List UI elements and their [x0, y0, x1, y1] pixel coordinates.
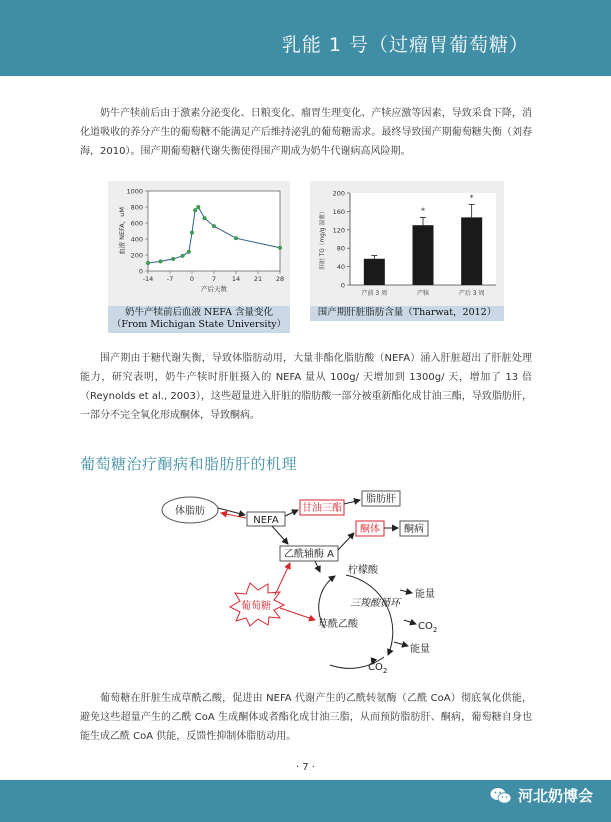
ketosis-label: 酮病 [404, 524, 424, 535]
x-tick-label: 0 [189, 275, 195, 283]
category-label: 产前 3 周 [361, 290, 388, 297]
co2-label-2: $CO_2$ [368, 662, 388, 675]
nefa-data-point [181, 254, 185, 258]
paragraph-2: 围产期由于糖代谢失衡，导致体脂肪动用，大量非酯化脂肪酸（NEFA）涌入肝脏超出了肝脏处理能力，研究表明，奶牛产犊时肝脏摄入的 NEFA 量从 100g/ 天增加到 1300g/ 天，增加了 13 倍（Reynolds et al., 2003），这些超量进入肝脏的脂肪酸一部分被重新酯化成甘油三酯，导致脂肪肝，一部分不完全氧化形成酮体，导致酮病。 [80, 353, 532, 421]
nefa-data-point [159, 260, 163, 264]
wechat-icon [490, 787, 512, 805]
glucose-label: 葡萄糖 [241, 601, 271, 612]
y-tick-label: 0 [138, 267, 143, 276]
liver-tg-figure [310, 181, 504, 321]
y-tick-label: 600 [130, 219, 143, 228]
y-tick-label: 200 [130, 251, 143, 260]
y-tick-label: 400 [130, 235, 143, 244]
category-label: 产犊 [416, 290, 430, 297]
tca-cycle-label: 三羧酸循环 [350, 598, 400, 609]
energy-label-2: 能量 [410, 644, 430, 655]
nefa-data-point [203, 216, 207, 220]
paragraph-1: 奶牛产犊前后由于激素分泌变化、日粮变化、瘤胃生理变化、产犊应激等因素，导致采食下降，消化道吸收的养分产生的葡萄糖不能满足产后维持泌乳的葡萄糖需求。最终导致围产期葡萄糖失衡（刘春海，2010）。围产期葡萄糖代谢失衡使得围产期成为奶牛代谢病高风险期。 [80, 108, 532, 157]
acetyl-coa-label: 乙酰辅酶 A [283, 549, 335, 560]
y-tick-label: 40 [336, 263, 345, 272]
x-tick-label: -7 [166, 275, 174, 283]
nefa-plot-area [148, 191, 280, 271]
co2-label-1: $CO_2$ [418, 621, 438, 634]
triglyceride-label: 甘油三酯 [302, 503, 342, 514]
y-tick-label: 0 [340, 281, 345, 290]
x-tick-label: 21 [253, 275, 263, 283]
y-axis-label: 血液 NEFA，uM [118, 207, 126, 255]
nefa-line-chart [108, 181, 290, 306]
x-tick-label: -14 [142, 275, 154, 283]
section-title: 葡萄糖治疗酮病和脂肪肝的机理 [80, 455, 298, 473]
oxaloacetate-label: 草酰乙酸 [318, 619, 358, 630]
y-axis-label: 肝脏 TG（mg/g 湿重） [320, 208, 326, 270]
x-tick-label: 14 [231, 275, 241, 283]
y-tick-label: 1000 [126, 187, 143, 196]
nefa-data-point [193, 208, 197, 212]
brand-mark [490, 785, 593, 806]
nefa-data-point [146, 261, 150, 265]
brand-name: 河北奶博会 [517, 787, 593, 805]
significance-mark: * [469, 193, 474, 203]
tg-bar [461, 217, 482, 285]
page-number: · 7 · [295, 762, 316, 773]
fatty-liver-label: 脂肪肝 [366, 494, 396, 505]
nefa-data-point [278, 246, 282, 250]
liver-tg-figure-caption: 围产期肝脏脂肪含量（Tharwat，2012） [310, 306, 504, 321]
liver-tg-bar-chart [310, 181, 504, 306]
x-tick-label: 28 [275, 275, 285, 283]
nefa-data-point [196, 205, 200, 209]
energy-label-1: 能量 [415, 589, 435, 600]
nefa-figure-caption: 奶牛产犊前后血液 NEFA 含量变化（From Michigan State University） [108, 306, 290, 333]
paragraph-3: 葡萄糖在肝脏生成草酰乙酸，促进由 NEFA 代谢产生的乙酰转氨酶（乙酰 CoA）彻底氧化供能，避免这些超量产生的乙酰 CoA 生成酮体或者酯化成甘油三脂，从而预防脂肪肝、酮病，葡萄糖自身也能生成乙酰 CoA 供能，反馈性抑制体脂肪动用。 [80, 693, 532, 742]
y-tick-label: 120 [332, 226, 345, 235]
y-tick-label: 200 [332, 189, 345, 198]
x-axis-label: 产后天数 [201, 285, 227, 293]
tg-bar [413, 225, 434, 285]
category-label: 产后 3 周 [458, 290, 485, 297]
nefa-data-point [212, 224, 216, 228]
tg-bar [364, 259, 385, 285]
nefa-data-point [190, 231, 194, 235]
nefa-data-point [187, 250, 191, 254]
significance-mark: * [421, 206, 425, 216]
mechanism-diagram [150, 480, 450, 675]
y-tick-label: 800 [130, 203, 143, 212]
nefa-data-point [171, 257, 175, 261]
body-fat-label: 体脂肪 [175, 506, 205, 517]
header-title: 乳能 1 号（过瘤胃葡萄糖） [281, 34, 529, 56]
y-tick-label: 160 [332, 207, 345, 216]
x-tick-label: 7 [211, 275, 217, 283]
citric-acid-label: 柠檬酸 [348, 565, 378, 576]
nefa-label: NEFA [253, 515, 279, 526]
ketone-body-label: 酮体 [360, 524, 380, 535]
y-tick-label: 80 [336, 244, 345, 253]
nefa-data-point [234, 236, 238, 240]
